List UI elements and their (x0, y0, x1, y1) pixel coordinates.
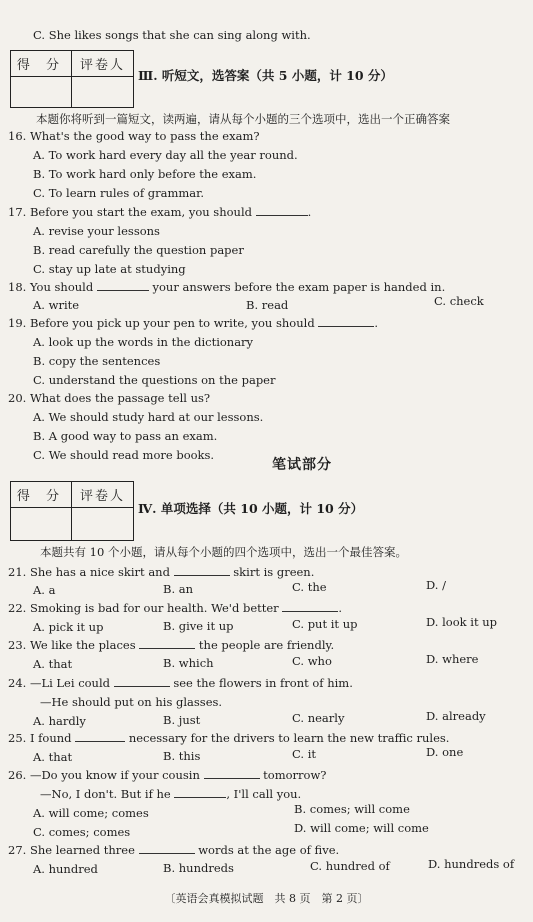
option-17b: B. read carefully the question paper (33, 243, 244, 257)
section4-title: Ⅳ. 单项选择（共 10 小题，计 10 分） (138, 501, 364, 516)
question-26-line2-a: —No, I don't. But if he (40, 787, 171, 801)
question-26-line2-b: , I'll call you. (226, 787, 302, 801)
option-22d: D. look it up (426, 615, 497, 629)
option-23c: C. who (292, 654, 332, 668)
option-25a: A. that (33, 750, 73, 764)
question-23 (8, 638, 334, 652)
score-label: 得 分 (11, 482, 72, 508)
option-19a: A. look up the words in the dictionary (33, 335, 254, 349)
option-21b: B. an (163, 582, 194, 596)
score-box-1 (10, 50, 134, 108)
section3-title: Ⅲ. 听短文，选答案（共 5 小题，计 10 分） (138, 68, 393, 83)
question-22-text-b: . (338, 601, 342, 615)
question-27-text-a: 27. She learned three (8, 843, 135, 857)
option-24b: B. just (163, 713, 201, 727)
question-17: 17. Before you start the exam, you should . (8, 205, 312, 219)
question-19: 19. Before you pick up your pen to write, you should . (8, 316, 378, 330)
answer-blank[interactable] (139, 638, 195, 649)
option-21d: D. / (426, 578, 446, 592)
answer-blank[interactable] (282, 601, 338, 612)
option-18c: C. check (434, 294, 484, 308)
option-22a: A. pick it up (33, 620, 104, 634)
option-25d: D. one (426, 745, 464, 759)
grader-cell[interactable] (72, 508, 133, 540)
question-17-text: 17. Before you start the exam, you should (8, 205, 252, 219)
question-26 (8, 768, 326, 782)
answer-blank[interactable] (174, 565, 230, 576)
option-22c: C. put it up (292, 617, 358, 631)
question-27 (8, 843, 339, 857)
option-23b: B. which (163, 656, 214, 670)
option-27b: B. hundreds (163, 861, 234, 875)
question-16: 16. What's the good way to pass the exam? (8, 129, 260, 143)
option-24a: A. hardly (33, 714, 86, 728)
answer-blank[interactable] (97, 280, 149, 291)
question-25 (8, 731, 449, 745)
written-part-title: 笔试部分 (272, 457, 332, 473)
question-25-text-b: necessary for the drivers to learn the new traffic rules. (128, 731, 450, 745)
option-26b: B. comes; will come (294, 802, 410, 816)
question-23-text-a: 23. We like the places (8, 638, 136, 652)
option-18b: B. read (246, 298, 289, 312)
question-22-text-a: 22. Smoking is bad for our health. We'd better (8, 601, 279, 615)
option-23a: A. that (33, 657, 73, 671)
option-21a: A. a (33, 583, 56, 597)
question-20: 20. What does the passage tell us? (8, 391, 211, 405)
option-20b: B. A good way to pass an exam. (33, 429, 218, 443)
option-26d: D. will come; will come (294, 821, 429, 835)
section3-instruction: 本题你将听到一篇短文，读两遍，请从每个小题的三个选项中，选出一个正确答案 (36, 112, 450, 126)
option-23d: D. where (426, 652, 479, 666)
answer-blank[interactable] (139, 843, 195, 854)
section4-instruction: 本题共有 10 个小题，请从每个小题的四个选项中，选出一个最佳答案。 (40, 545, 407, 559)
option-24c: C. nearly (292, 711, 345, 725)
score-label: 得 分 (11, 51, 72, 77)
option-16a: A. To work hard every day all the year round. (33, 148, 298, 162)
option-27c: C. hundred of (310, 859, 390, 873)
grader-cell[interactable] (72, 77, 133, 107)
question-23-text-b: the people are friendly. (198, 638, 335, 652)
option-20a: A. We should study hard at our lessons. (33, 410, 264, 424)
answer-blank[interactable] (256, 205, 308, 216)
grader-label: 评卷人 (72, 51, 133, 77)
option-25c: C. it (292, 747, 316, 761)
grader-label: 评卷人 (72, 482, 133, 508)
question-18-text-a: 18. You should (8, 280, 94, 294)
question-21 (8, 565, 314, 579)
question-24-text-b: see the flowers in front of him. (173, 676, 353, 690)
question-26-text-b: tomorrow? (263, 768, 327, 782)
question-19-text: 19. Before you pick up your pen to write, you should (8, 316, 315, 330)
option-16c: C. To learn rules of grammar. (33, 186, 205, 200)
page-footer: 〔英语会真模拟试题 共 8 页 第 2 页〕 (164, 892, 369, 905)
option-25b: B. this (163, 749, 201, 763)
question-21-text-a: 21. She has a nice skirt and (8, 565, 170, 579)
answer-blank[interactable] (204, 768, 260, 779)
question-27-text-b: words at the age of five. (198, 843, 340, 857)
option-27d: D. hundreds of (428, 857, 515, 871)
option-22b: B. give it up (163, 619, 234, 633)
option-20c: C. We should read more books. (33, 448, 215, 462)
option-19b: B. copy the sentences (33, 354, 161, 368)
question-26-line2 (40, 787, 301, 801)
question-24 (8, 676, 353, 690)
question-25-text-a: 25. I found (8, 731, 72, 745)
option-17a: A. revise your lessons (33, 224, 160, 238)
option-24d: D. already (426, 709, 486, 723)
option-26c: C. comes; comes (33, 825, 131, 839)
question-24-line2: —He should put on his glasses. (40, 695, 223, 709)
score-cell[interactable] (11, 77, 72, 107)
option-15c: C. She likes songs that she can sing along with. (33, 28, 311, 42)
answer-blank[interactable] (75, 731, 125, 742)
answer-blank[interactable] (174, 787, 226, 798)
score-cell[interactable] (11, 508, 72, 540)
question-24-text-a: 24. —Li Lei could (8, 676, 111, 690)
option-26a: A. will come; comes (33, 806, 149, 820)
answer-blank[interactable] (114, 676, 170, 687)
option-19c: C. understand the questions on the paper (33, 373, 276, 387)
question-26-text-a: 26. —Do you know if your cousin (8, 768, 200, 782)
option-17c: C. stay up late at studying (33, 262, 186, 276)
option-18a: A. write (33, 298, 80, 312)
question-22 (8, 601, 342, 615)
option-27a: A. hundred (33, 862, 98, 876)
question-18 (8, 280, 445, 294)
question-18-text-b: your answers before the exam paper is handed in. (152, 280, 446, 294)
option-21c: C. the (292, 580, 327, 594)
answer-blank[interactable] (318, 316, 374, 327)
option-16b: B. To work hard only before the exam. (33, 167, 257, 181)
score-box-2 (10, 481, 134, 541)
question-21-text-b: skirt is green. (233, 565, 315, 579)
